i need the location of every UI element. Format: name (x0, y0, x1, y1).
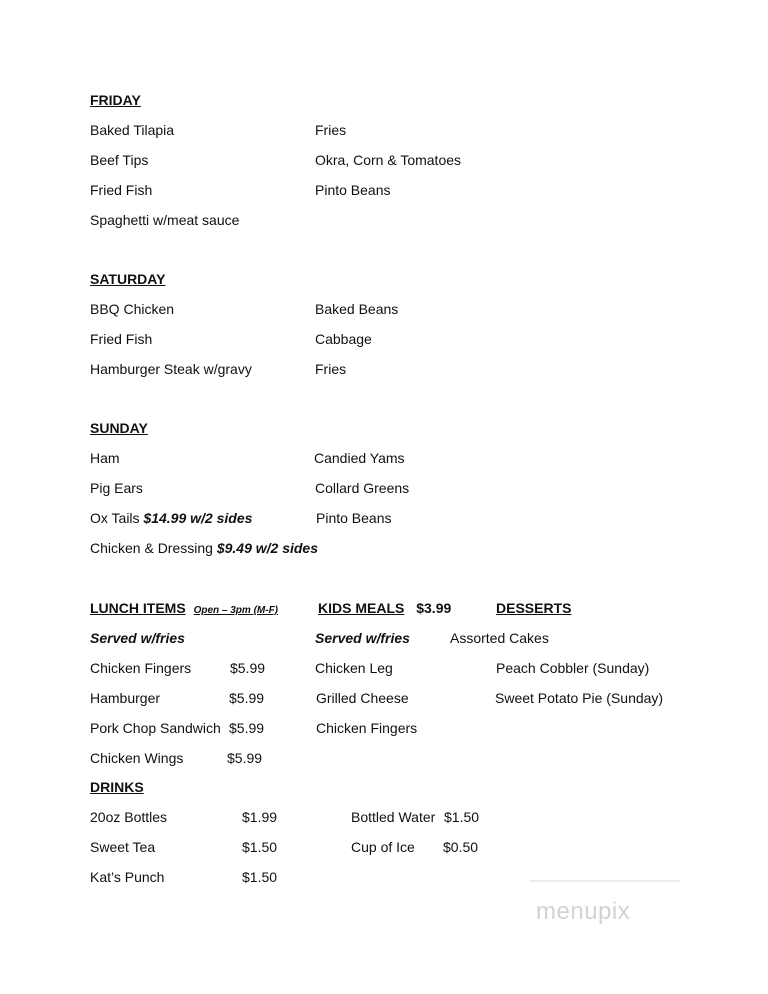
lunch-header (90, 599, 278, 620)
drink-name: Bottled Water (351, 809, 436, 825)
lunch-item-name: Chicken Wings (90, 750, 184, 766)
sunday-main-item (90, 539, 318, 557)
friday-side-item: Okra, Corn & Tomatoes (315, 152, 462, 168)
lunch-hours: Open – 3pm (M-F) (193, 605, 279, 616)
drinks-heading: DRINKS (90, 779, 144, 795)
saturday-heading: SATURDAY (90, 271, 166, 287)
friday-main-item: Baked Tilapia (90, 122, 175, 138)
sunday-main-item: Ham (90, 450, 120, 466)
lunch-item-price: $5.99 (229, 720, 265, 736)
kids-header (318, 599, 451, 617)
drink-price: $1.99 (242, 809, 278, 825)
saturday-side-item: Cabbage (315, 331, 372, 347)
drink-name: 20oz Bottles (90, 809, 168, 825)
ox-tails-price: $14.99 w/2 sides (143, 510, 253, 526)
desserts-heading: DESSERTS (496, 600, 572, 616)
chicken-dressing-price: $9.49 w/2 sides (216, 540, 319, 556)
chicken-dressing-label: Chicken & Dressing (90, 540, 213, 556)
friday-heading: FRIDAY (90, 92, 141, 108)
dessert-item: Assorted Cakes (450, 630, 549, 646)
ox-tails-label: Ox Tails (90, 510, 140, 526)
sunday-main-item: Pig Ears (90, 480, 143, 496)
dessert-item: Peach Cobbler (Sunday) (496, 660, 650, 676)
saturday-main-item: BBQ Chicken (90, 301, 175, 317)
kids-price: $3.99 (416, 600, 452, 616)
kids-heading: KIDS MEALS (318, 600, 405, 616)
kids-item: Chicken Fingers (316, 720, 418, 736)
saturday-side-item: Fries (315, 361, 347, 377)
lunch-item-name: Chicken Fingers (90, 660, 192, 676)
saturday-main-item: Fried Fish (90, 331, 153, 347)
lunch-served-note: Served w/fries (90, 630, 185, 646)
friday-main-item: Spaghetti w/meat sauce (90, 212, 240, 228)
kids-served-note: Served w/fries (315, 630, 410, 646)
lunch-item-price: $5.99 (227, 750, 263, 766)
drink-price: $1.50 (444, 809, 480, 825)
drink-price: $1.50 (242, 869, 278, 885)
kids-item: Grilled Cheese (316, 690, 409, 706)
saturday-main-item: Hamburger Steak w/gravy (90, 361, 252, 377)
lunch-item-price: $5.99 (229, 690, 265, 706)
watermark-rule (530, 880, 680, 882)
lunch-item-name: Hamburger (90, 690, 161, 706)
friday-side-item: Pinto Beans (315, 182, 391, 198)
kids-item: Chicken Leg (315, 660, 393, 676)
sunday-heading: SUNDAY (90, 420, 148, 436)
friday-main-item: Beef Tips (90, 152, 149, 168)
friday-side-item: Fries (315, 122, 347, 138)
sunday-main-item (90, 509, 252, 527)
dessert-item: Sweet Potato Pie (Sunday) (495, 690, 664, 706)
lunch-item-name: Pork Chop Sandwich (90, 720, 221, 736)
saturday-side-item: Baked Beans (315, 301, 399, 317)
drink-price: $0.50 (443, 839, 479, 855)
friday-main-item: Fried Fish (90, 182, 153, 198)
sunday-side-item: Candied Yams (314, 450, 405, 466)
drink-name: Kat’s Punch (90, 869, 165, 885)
menupix-watermark: menupix (536, 898, 631, 925)
lunch-heading: LUNCH ITEMS (90, 600, 186, 616)
drink-name: Cup of Ice (351, 839, 415, 855)
drink-price: $1.50 (242, 839, 278, 855)
sunday-side-item: Pinto Beans (316, 510, 392, 526)
sunday-side-item: Collard Greens (315, 480, 410, 496)
drink-name: Sweet Tea (90, 839, 156, 855)
lunch-item-price: $5.99 (230, 660, 266, 676)
